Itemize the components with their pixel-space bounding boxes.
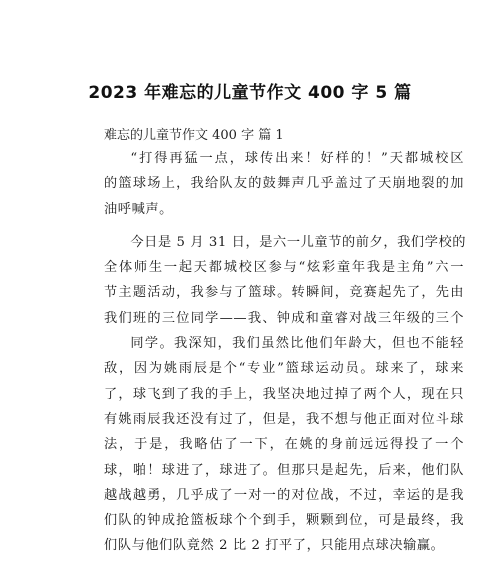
paragraph-line: 们队的钟成抢篮板球个个到手，颗颗到位，可是最终，我: [104, 513, 464, 529]
paragraph-line: 越战越勇，几乎成了一对一的对位战，不过，幸运的是我: [104, 487, 464, 503]
paragraph-line: 们队与他们队竟然 2 比 2 打平了，只能用点球决输赢。: [104, 538, 445, 554]
paragraph-line: 球，啪！球进了，球进了。但那只是起先，后来，他们队: [104, 462, 464, 478]
paragraph-line: “打得再猛一点，球传出来！好样的！”天都城校区: [130, 151, 464, 166]
document-title: 2023 年难忘的儿童节作文 400 字 5 篇: [88, 83, 412, 103]
paragraph-line: 了，球飞到了我的手上，我坚决地过掉了两个人，现在只: [104, 386, 464, 402]
paragraph-2: [104, 230, 467, 559]
paragraph-line: 同学。我深知，我们虽然比他们年龄大，但也不能轻: [130, 336, 464, 352]
paragraph-1: [104, 146, 464, 222]
paragraph-line: 有姚雨辰我还没有过了，但是，我不想与他正面对位斗球: [104, 411, 464, 427]
paragraph-line: 法，于是，我略估了一下，在姚的身前远远得投了一个: [104, 437, 464, 453]
paragraph-line: 油呼喊声。: [104, 201, 173, 217]
paragraph-line: 今日是 5 月 31 日，是六一儿童节的前夕，我们学校的: [130, 234, 467, 250]
paragraph-line: 的篮球场上，我给队友的鼓舞声几乎盖过了天崩地裂的加: [104, 176, 464, 192]
paragraph-line: 我们班的三位同学——我、钟成和童睿对战三年级的三个: [104, 310, 464, 326]
paragraph-line: 节主题活动，我参与了篮球。转瞬间，竞赛起先了，先由: [104, 285, 464, 301]
paragraph-line: 全体师生一起天都城校区参与“炫彩童年我是主角”六一: [104, 260, 464, 276]
paragraph-line: 敌，因为姚雨辰是个“专业”篮球运动员。球来了，球来: [104, 361, 464, 377]
section-heading: 难忘的儿童节作文 400 字 篇 1: [104, 128, 284, 143]
document-body: [104, 146, 467, 559]
